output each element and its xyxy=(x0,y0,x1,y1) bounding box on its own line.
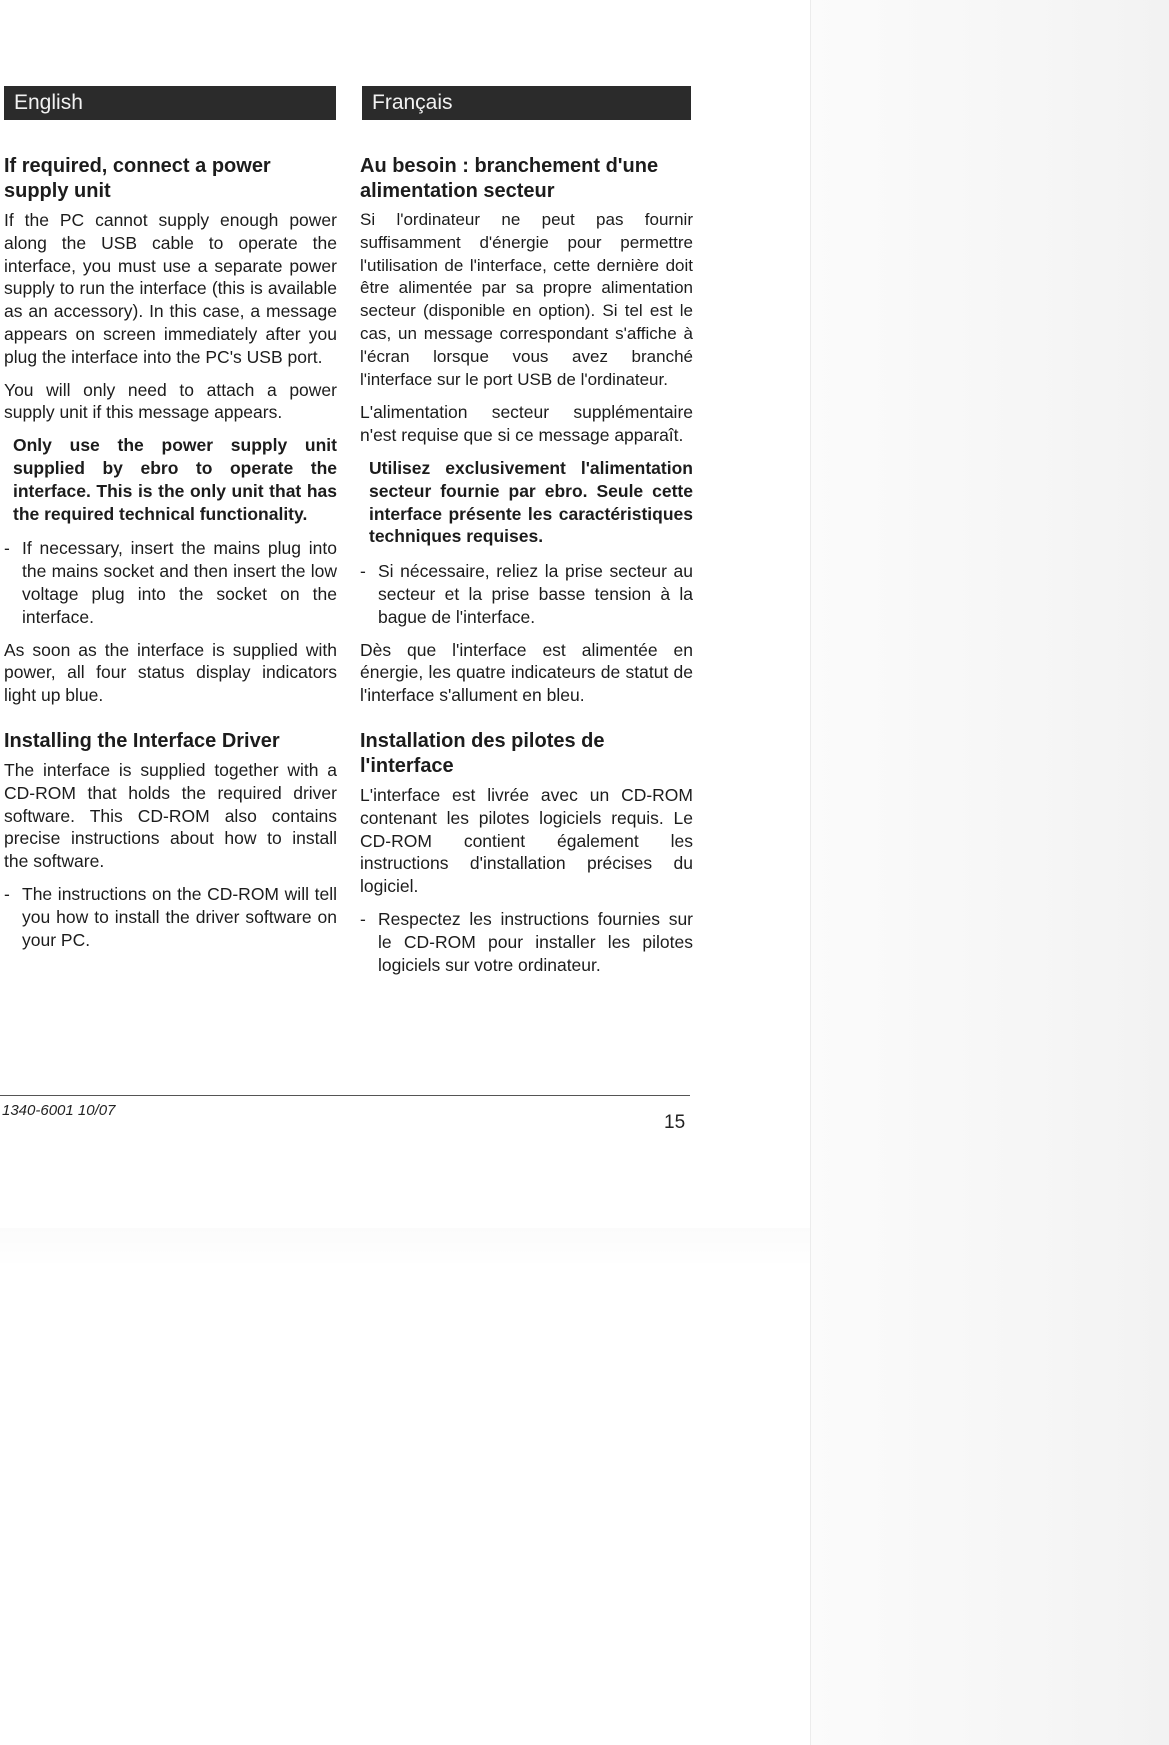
bullet-dash: - xyxy=(360,908,366,929)
paragraph-power-intro-fr: Si l'ordinateur ne peut pas fournir suffisamment d'énergie pour permettre l'utilisation de l'interface, cette dernière doit être alimentée par sa propre alimentation secteur (disponible en option). Si tel est le cas, un message correspondant s'affiche à l'écran lorsque vous avez branché l'interface sur le port USB de l'ordinateur. xyxy=(360,210,693,389)
bullet-dash: - xyxy=(4,538,10,559)
paragraph-power-intro-en: If the PC cannot supply enough power along the USB cable to operate the interface, you must use a separate power supply to run the interface (this is available as an accessory). In this case, a message appears on screen immediately after you plug the interface into the PC's USB port. xyxy=(4,210,337,367)
bullet-dash: - xyxy=(4,883,10,904)
page-number: 15 xyxy=(664,1112,686,1133)
paragraph-driver-en: The interface is supplied together with a CD-ROM that holds the required driver software. This CD-ROM also contains precise instructions about how to install the software. xyxy=(4,759,337,872)
language-label-french: Français xyxy=(372,91,453,114)
footer-divider xyxy=(0,1095,690,1096)
bullet-text: The instructions on the CD-ROM will tell you how to install the driver software on your PC. xyxy=(22,883,337,950)
bullet-mains-plug-fr xyxy=(360,560,693,628)
paragraph-power-when-en: You will only need to attach a power supply unit if this message appears. xyxy=(4,379,337,423)
scan-page-edge xyxy=(810,0,1169,1745)
heading-driver-en: Installing the Interface Driver xyxy=(4,729,280,752)
english-column xyxy=(4,154,337,961)
paragraph-power-when-fr: L'alimentation secteur supplémentaire n'est requise que si ce message apparaît. xyxy=(360,402,693,446)
heading-driver-fr: Installation des pilotes de l'interface xyxy=(360,729,605,777)
bullet-text: Si nécessaire, reliez la prise secteur au secteur et la prise basse tension à la bague de l'interface. xyxy=(378,561,693,627)
paragraph-indicators-fr: Dès que l'interface est alimentée en énergie, les quatre indicateurs de statut de l'interface s'allument en bleu. xyxy=(360,639,693,706)
language-header-english xyxy=(4,86,336,120)
bullet-text: If necessary, insert the mains plug into the mains socket and then insert the low voltage plug into the socket on the interface. xyxy=(22,538,337,627)
bullet-dash: - xyxy=(360,561,366,582)
warning-note-en: Only use the power supply unit supplied by ebro to operate the interface. This is the only unit that has the required technical functionality. xyxy=(13,435,337,524)
paragraph-driver-fr: L'interface est livrée avec un CD-ROM contenant les pilotes logiciels requis. Le CD-ROM contient également les instructions d'installation précises du logiciel. xyxy=(360,784,693,897)
scan-shadow xyxy=(0,1228,810,1268)
heading-power-supply-en: If required, connect a power supply unit xyxy=(4,155,271,202)
language-label-english: English xyxy=(14,91,83,114)
heading-power-supply-fr: Au besoin : branchement d'une alimentation secteur xyxy=(360,155,659,202)
paragraph-indicators-en: As soon as the interface is supplied with power, all four status display indicators light up blue. xyxy=(4,639,337,706)
french-column xyxy=(360,154,693,986)
language-header-french xyxy=(362,86,691,120)
bullet-mains-plug-en xyxy=(4,537,337,628)
warning-note-fr: Utilisez exclusivement l'alimentation secteur fournie par ebro. Seule cette interface présente les caractéristiques techniques requises. xyxy=(369,457,693,547)
bullet-driver-en xyxy=(4,883,337,951)
bullet-driver-fr xyxy=(360,908,693,976)
document-code: 1340-6001 10/07 xyxy=(2,1102,116,1119)
bullet-text: Respectez les instructions fournies sur le CD-ROM pour installer les pilotes logiciels sur votre ordinateur. xyxy=(378,908,693,975)
